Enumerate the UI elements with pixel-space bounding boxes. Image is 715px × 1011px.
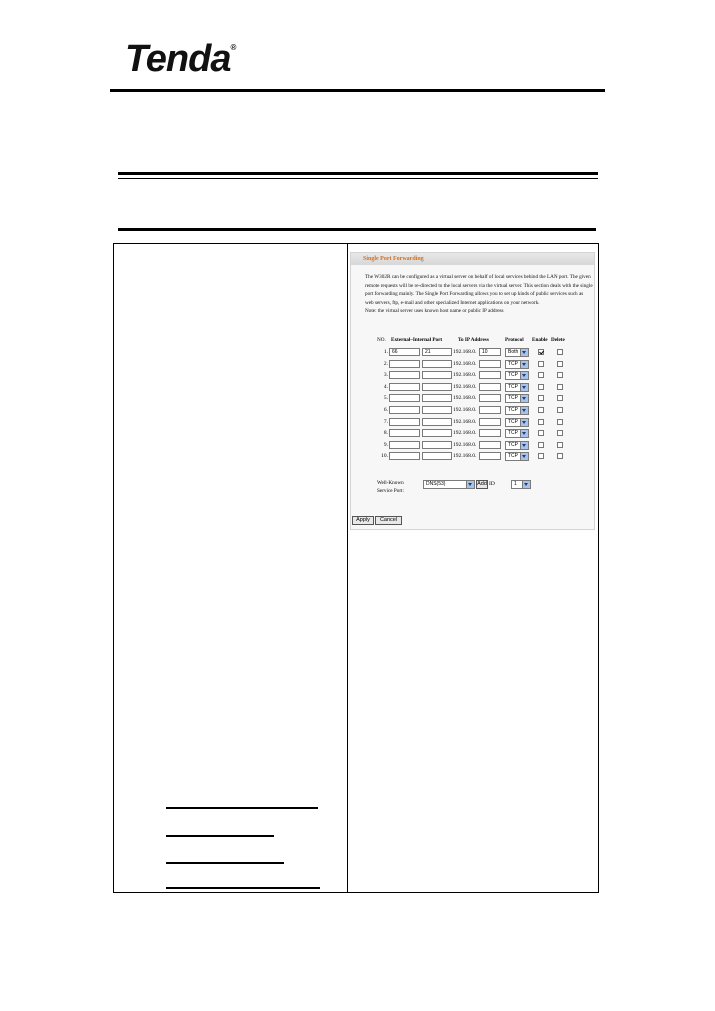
ip-prefix: 192.168.0. — [453, 407, 477, 413]
delete-checkbox[interactable] — [557, 372, 563, 378]
chevron-down-icon — [520, 349, 528, 356]
service-port-select[interactable]: DNS(53) — [423, 480, 475, 489]
internal-port-input[interactable] — [422, 406, 452, 414]
single-port-forwarding-panel — [350, 252, 595, 530]
external-port-input[interactable] — [389, 418, 420, 426]
protocol-select[interactable]: TCP — [505, 429, 529, 438]
table-row — [351, 360, 596, 370]
row-number: 10. — [381, 453, 388, 460]
enable-checkbox[interactable] — [538, 395, 544, 401]
id-select[interactable]: 1 — [511, 480, 531, 489]
chevron-down-icon — [520, 442, 528, 449]
section-rule-bottom — [118, 228, 596, 231]
ip-host-input[interactable] — [479, 441, 501, 449]
ip-host-input[interactable] — [479, 429, 501, 437]
chevron-down-icon — [520, 384, 528, 391]
col-delete: Delete — [551, 337, 565, 343]
panel-description — [365, 273, 593, 316]
section-rule-top-thin — [118, 178, 598, 179]
protocol-select[interactable]: TCP — [505, 406, 529, 415]
ip-prefix: 192.168.0. — [453, 441, 477, 448]
enable-checkbox[interactable] — [538, 442, 544, 448]
internal-port-input[interactable] — [422, 360, 452, 368]
add-button[interactable]: Add — [477, 481, 487, 487]
internal-port-input[interactable] — [422, 452, 452, 460]
row-number: 4. — [383, 383, 388, 390]
ip-prefix: 192.168.0. — [453, 395, 477, 402]
protocol-select[interactable]: TCP — [505, 394, 529, 403]
internal-port-input[interactable]: 21 — [422, 348, 452, 356]
table-divider — [347, 243, 348, 893]
internal-port-input[interactable] — [422, 418, 452, 426]
external-port-input[interactable] — [389, 429, 420, 437]
col-enable: Enable — [532, 337, 548, 343]
enable-checkbox[interactable] — [538, 372, 544, 378]
external-port-input[interactable] — [389, 360, 420, 368]
protocol-select[interactable]: TCP — [505, 418, 529, 427]
blank-line-3 — [166, 862, 284, 864]
delete-checkbox[interactable] — [557, 395, 563, 401]
ip-prefix: 192.168.0. — [453, 372, 477, 379]
delete-checkbox[interactable] — [557, 430, 563, 436]
external-port-input[interactable] — [389, 371, 420, 379]
internal-port-input[interactable] — [422, 394, 452, 402]
col-protocol: Protocol — [505, 337, 524, 343]
enable-checkbox[interactable] — [538, 349, 544, 355]
ip-prefix: 192.168.0. — [453, 360, 477, 367]
chevron-down-icon — [520, 361, 528, 368]
blank-line-1 — [166, 807, 318, 809]
row-number: 7. — [383, 418, 388, 425]
delete-checkbox[interactable] — [557, 419, 563, 425]
chevron-down-icon — [520, 407, 528, 414]
ip-host-input[interactable] — [479, 406, 501, 414]
internal-port-input[interactable] — [422, 383, 452, 391]
ip-host-input[interactable]: 10 — [479, 348, 501, 356]
row-number: 9. — [383, 441, 388, 448]
chevron-down-icon — [520, 372, 528, 379]
section-rule-top — [118, 172, 598, 175]
enable-checkbox[interactable] — [538, 384, 544, 390]
ip-prefix: 192.168.0. — [453, 453, 477, 460]
table-row — [351, 394, 596, 404]
protocol-select[interactable]: Both — [505, 348, 529, 357]
delete-checkbox[interactable] — [557, 361, 563, 367]
ip-host-input[interactable] — [479, 371, 501, 379]
delete-checkbox[interactable] — [557, 384, 563, 390]
table-row — [351, 383, 596, 393]
enable-checkbox[interactable] — [538, 430, 544, 436]
row-number: 6. — [383, 407, 388, 413]
table-row — [351, 406, 596, 416]
ip-prefix: 192.168.0. — [453, 430, 477, 437]
ip-host-input[interactable] — [479, 394, 501, 402]
row-number: 5. — [383, 395, 388, 402]
external-port-input[interactable] — [389, 383, 420, 391]
header-rule — [110, 89, 605, 92]
chevron-down-icon — [520, 453, 528, 460]
well-known-label: Well-Known Service Port: — [377, 480, 404, 494]
protocol-select[interactable]: TCP — [505, 452, 529, 461]
ip-prefix: 192.168.0. — [453, 418, 477, 425]
external-port-input[interactable] — [389, 406, 420, 414]
internal-port-input[interactable] — [422, 429, 452, 437]
col-ports: External–Internal Port — [391, 337, 443, 343]
external-port-input[interactable] — [389, 441, 420, 449]
ip-host-input[interactable] — [479, 418, 501, 426]
chevron-down-icon — [520, 419, 528, 426]
apply-button[interactable]: Apply — [352, 516, 374, 525]
delete-checkbox[interactable] — [557, 407, 563, 413]
cancel-button[interactable]: Cancel — [375, 516, 402, 525]
delete-checkbox[interactable] — [557, 453, 563, 459]
row-number: 8. — [383, 430, 388, 437]
enable-checkbox[interactable] — [538, 361, 544, 367]
external-port-input[interactable] — [389, 394, 420, 402]
internal-port-input[interactable] — [422, 441, 452, 449]
ip-prefix: 192.168.0. — [453, 383, 477, 390]
blank-line-2 — [166, 835, 274, 837]
chevron-down-icon — [520, 430, 528, 437]
chevron-down-icon — [466, 481, 474, 488]
protocol-select[interactable]: TCP — [505, 360, 529, 369]
table-row — [351, 452, 596, 462]
table-row — [351, 418, 596, 428]
tenda-logo: Tenda® — [125, 38, 236, 80]
col-no: NO. — [377, 337, 386, 343]
table-row — [351, 441, 596, 451]
ip-host-input[interactable] — [479, 383, 501, 391]
protocol-select[interactable]: TCP — [505, 441, 529, 450]
external-port-input[interactable]: 66 — [389, 348, 420, 356]
note-text: Note: the virtual server uses known host name or public IP address — [365, 308, 504, 314]
table-row — [351, 371, 596, 381]
table-row — [351, 348, 596, 358]
col-ip: To IP Address — [458, 337, 489, 343]
delete-checkbox[interactable] — [557, 349, 563, 355]
table-row — [351, 429, 596, 439]
enable-checkbox[interactable] — [538, 407, 544, 413]
ip-prefix: 192.168.0. — [453, 349, 477, 355]
external-port-input[interactable] — [389, 452, 420, 460]
description-text: The W302R can be configured as a virtual server on behalf of local services behind the LAN port. The given remote requests will be re-directed to the local servers via the virtual server. This section deals with the single port forwarding mainly. The Single Port Forwarding allows you to set up kinds of public services such as web servers, ftp, e-mail and other specialized Internet applications on your network. — [365, 274, 593, 306]
delete-checkbox[interactable] — [557, 442, 563, 448]
chevron-down-icon — [520, 395, 528, 402]
chevron-down-icon — [522, 481, 530, 488]
enable-checkbox[interactable] — [538, 419, 544, 425]
ip-host-input[interactable] — [479, 452, 501, 460]
ip-host-input[interactable] — [479, 360, 501, 368]
blank-line-4 — [166, 887, 320, 889]
row-number: 3. — [383, 372, 388, 379]
enable-checkbox[interactable] — [538, 453, 544, 459]
panel-title: Single Port Forwarding — [351, 253, 594, 265]
id-label: ID — [489, 481, 495, 487]
internal-port-input[interactable] — [422, 371, 452, 379]
row-number: 2. — [383, 360, 388, 367]
protocol-select[interactable]: TCP — [505, 371, 529, 380]
protocol-select[interactable]: TCP — [505, 383, 529, 392]
row-number: 1. — [383, 349, 388, 355]
